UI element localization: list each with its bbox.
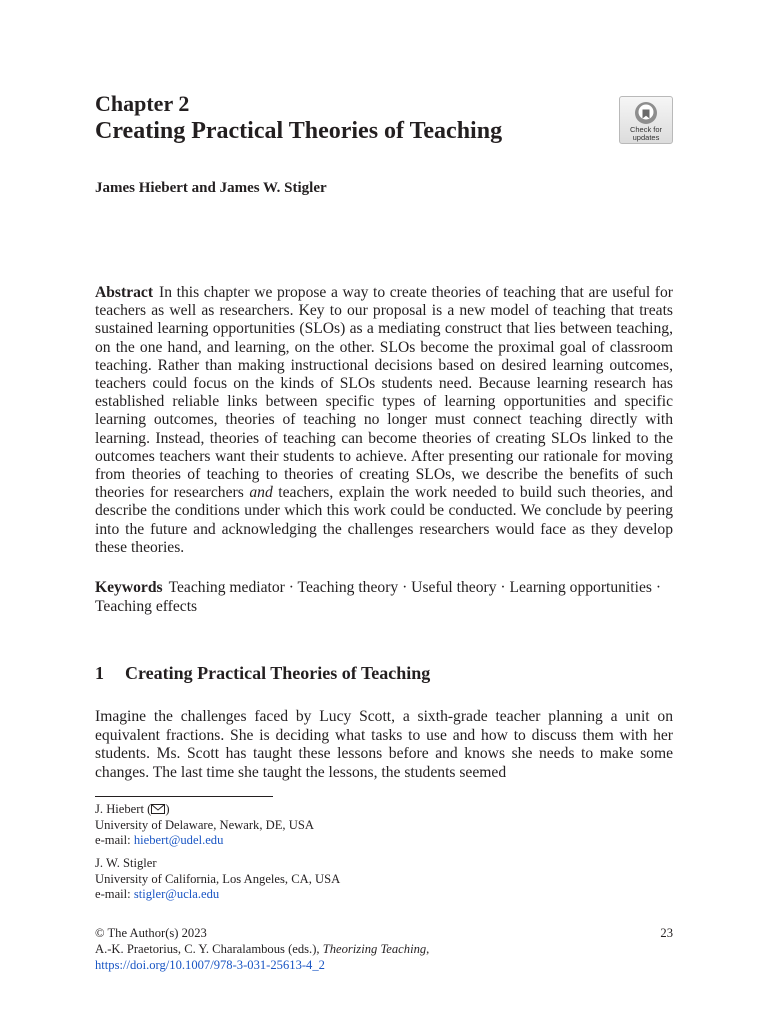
footnote-1-email-label: e-mail: — [95, 833, 131, 847]
abstract-text-part-1: In this chapter we propose a way to create theories of teaching that are useful for teachers as well as researchers. Key to our proposal is a new model of teaching that treats sustained learning opportunities (SLOs) as a mediating construct that lies between teaching, on the one hand, and learning, on the other. SLOs become the proximal goal of classroom teaching. Rather than making instructional decisions based on desired learning outcomes, teachers could focus on the kinds of SLOs students need. Because learning research has established reliable links between specific types of learning opportunities and specific learning outcomes, theories of teaching no longer must connect teaching directly with learning. Instead, theories of teaching can become theories of creating SLOs linked to the outcomes teachers want their students to achieve. After presenting our rationale for moving from theories of teaching to theories of creating SLOs, we describe the benefits of such theories for researchers — [95, 284, 673, 502]
envelope-icon — [151, 804, 165, 814]
keywords-label: Keywords — [95, 579, 163, 596]
page-number: 23 — [660, 926, 673, 940]
footnote-1-name: J. Hiebert ( — [95, 802, 152, 816]
keywords — [95, 579, 673, 616]
book-title: Theorizing Teaching — [322, 942, 427, 956]
badge-line-2: updates — [632, 133, 660, 142]
footnote-1-name-close: ) — [165, 802, 170, 816]
check-for-updates-badge[interactable] — [619, 96, 673, 144]
crossmark-icon — [634, 101, 658, 125]
chapter-title: Creating Practical Theories of Teaching — [95, 118, 503, 144]
footnote-2-affiliation: University of California, Los Angeles, CA, USA — [95, 871, 341, 886]
footnote-2-email-label: e-mail: — [95, 887, 131, 901]
doi-link[interactable]: https://doi.org/10.1007/978-3-031-25613-4_2 — [95, 958, 325, 972]
footnote-1-email-link[interactable]: hiebert@udel.edu — [133, 833, 224, 847]
keywords-text: Teaching mediator · Teaching theory · Useful theory · Learning opportunities · Teaching effects — [95, 579, 662, 615]
section-heading — [95, 662, 430, 684]
publication-info — [95, 925, 429, 973]
author-list: James Hiebert and James W. Stigler — [95, 180, 327, 196]
editors-line: A.-K. Praetorius, C. Y. Charalambous (eds.), — [95, 942, 320, 956]
footnote-stigler — [95, 856, 495, 903]
footnote-2-email-link[interactable]: stigler@ucla.edu — [133, 887, 220, 901]
chapter-label: Chapter 2 — [95, 91, 190, 116]
footnote-divider — [95, 796, 273, 797]
abstract-italic-and: and — [249, 484, 273, 502]
footnote-hiebert — [95, 802, 495, 849]
book-title-suffix: , — [426, 942, 430, 956]
copyright-line: © The Author(s) 2023 — [95, 926, 207, 940]
footnote-2-name: J. W. Stigler — [95, 856, 157, 870]
section-body-paragraph: Imagine the challenges faced by Lucy Scott, a sixth-grade teacher planning a unit on equivalent fractions. She is deciding what tasks to use and how to discuss them with her students. Ms. Scott has taught these lessons before and knows she needs to make some changes. The last time she taught the lessons, the students seemed — [95, 708, 673, 781]
badge-line-1: Check for — [629, 125, 663, 134]
section-number: 1 — [95, 663, 104, 683]
abstract-text-part-2: teachers, explain the work needed to build such theories, and describe the conditions under which this work could be conducted. We conclude by peering into the future and acknowledging the challenges researchers would face as they develop these theories. — [95, 484, 673, 556]
abstract-label: Abstract — [95, 284, 154, 301]
abstract — [95, 284, 673, 557]
section-title: Creating Practical Theories of Teaching — [125, 663, 431, 683]
footnote-1-affiliation: University of Delaware, Newark, DE, USA — [95, 817, 314, 832]
